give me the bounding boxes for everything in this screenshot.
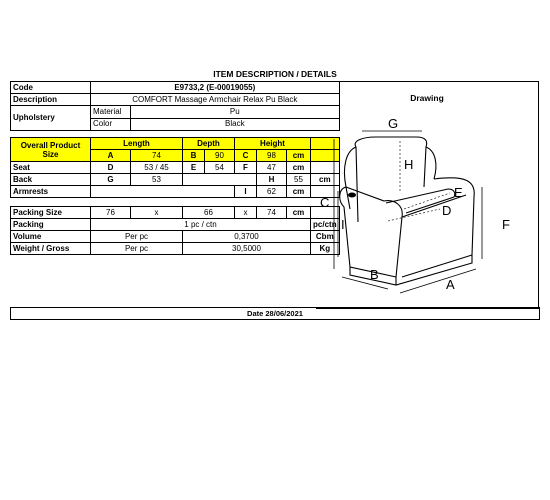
dim-b-value: 90 <box>205 150 235 162</box>
dim-h-letter: H <box>257 174 287 186</box>
dim-g-value: 53 <box>131 174 183 186</box>
material-row <box>11 106 340 119</box>
dim-e-letter: E <box>183 162 205 174</box>
weight-row <box>11 243 340 255</box>
description-label: Description <box>11 94 91 106</box>
weight-per: Per pc <box>91 243 183 255</box>
date-footer: Date 28/06/2021 <box>10 307 540 320</box>
material-label: Material <box>91 106 131 119</box>
dim-c-value: 98 <box>257 150 287 162</box>
material-value: Pu <box>131 106 340 119</box>
dim-i-value: 62 <box>257 186 287 198</box>
overall-unit: cm <box>287 150 311 162</box>
letter-e: E <box>454 185 463 200</box>
depth-header: Depth <box>183 138 235 150</box>
chair-right-wing <box>426 147 436 179</box>
chair-front-arm <box>340 187 403 277</box>
letter-i: I <box>341 217 345 232</box>
packing-row <box>11 219 340 231</box>
dim-f-value: 47 <box>257 162 287 174</box>
dim-a-value: 74 <box>131 150 183 162</box>
weight-label: Weight / Gross <box>11 243 91 255</box>
back-row <box>11 174 340 186</box>
volume-unit: Cbm <box>311 231 340 243</box>
dim-h-value: 55 <box>287 174 311 186</box>
dim-d-letter: D <box>91 162 131 174</box>
seat-label: Seat <box>11 162 91 174</box>
packing-label: Packing <box>11 219 91 231</box>
color-value: Black <box>131 118 340 131</box>
packing-size-row <box>11 207 340 219</box>
volume-value: 0,3700 <box>183 231 311 243</box>
packing-size-x1: x <box>131 207 183 219</box>
dim-a-letter: A <box>91 150 131 162</box>
dim-g-letter: G <box>91 174 131 186</box>
dim-e-value: 54 <box>205 162 235 174</box>
packing-size-unit: cm <box>287 207 311 219</box>
back-blank-1 <box>183 174 257 186</box>
back-label: Back <box>11 174 91 186</box>
letter-f: F <box>502 217 510 232</box>
dim-i-letter: I <box>235 186 257 198</box>
letter-g: G <box>388 117 399 131</box>
remote-icon <box>348 193 356 198</box>
color-label: Color <box>91 118 131 131</box>
item-sheet <box>10 67 540 325</box>
sheet-title: ITEM DESCRIPTION / DETAILS <box>213 69 337 79</box>
dim-b-letter: B <box>183 150 205 162</box>
spacer-cell <box>11 131 340 138</box>
letter-h: H <box>404 157 414 172</box>
chair-left-wing <box>344 147 356 209</box>
dimension-header-row <box>11 138 340 150</box>
spec-table <box>10 81 340 255</box>
dim-d-value: 53 / 45 <box>131 162 183 174</box>
packing-size-v2: 66 <box>183 207 235 219</box>
packing-size-label: Packing Size <box>11 207 91 219</box>
upholstery-label: Upholstery <box>11 106 91 131</box>
letter-b: B <box>370 267 379 282</box>
back-unit: cm <box>311 174 340 186</box>
volume-per: Per pc <box>91 231 183 243</box>
packing-size-v1: 76 <box>91 207 131 219</box>
packing-value: 1 pc / ctn <box>91 219 311 231</box>
description-value: COMFORT Massage Armchair Relax Pu Black <box>91 94 340 106</box>
letter-c: C <box>320 195 330 210</box>
dim-f-letter: F <box>235 162 257 174</box>
volume-row <box>11 231 340 243</box>
armrests-unit: cm <box>287 186 311 198</box>
armchair-drawing <box>316 117 538 307</box>
packing-size-v3: 74 <box>257 207 287 219</box>
letter-a: A <box>446 277 455 292</box>
drawing-panel <box>316 81 539 309</box>
code-value: E9733,2 (E-00019055) <box>91 82 340 94</box>
code-row <box>11 82 340 94</box>
letter-d: D <box>442 203 452 218</box>
overall-size-label: Overall Product Size <box>11 138 91 162</box>
armrests-label: Armrests <box>11 186 91 198</box>
weight-unit: Kg <box>311 243 340 255</box>
code-label: Code <box>11 82 91 94</box>
height-header: Height <box>235 138 311 150</box>
seat-unit: cm <box>287 162 311 174</box>
spacer-row-2 <box>11 198 340 207</box>
packing-unit: pc/ctn <box>311 219 340 231</box>
dim-c-letter: C <box>235 150 257 162</box>
packing-size-x2: x <box>235 207 257 219</box>
seat-row <box>11 162 340 174</box>
drawing-title: Drawing <box>410 93 444 103</box>
spacer-cell-2 <box>11 198 340 207</box>
armrests-blank <box>91 186 235 198</box>
weight-value: 30,5000 <box>183 243 311 255</box>
chair-right-arm <box>402 178 474 277</box>
armrests-row <box>11 186 340 198</box>
spacer-row <box>11 131 340 138</box>
length-header: Length <box>91 138 183 150</box>
volume-label: Volume <box>11 231 91 243</box>
description-row <box>11 94 340 106</box>
